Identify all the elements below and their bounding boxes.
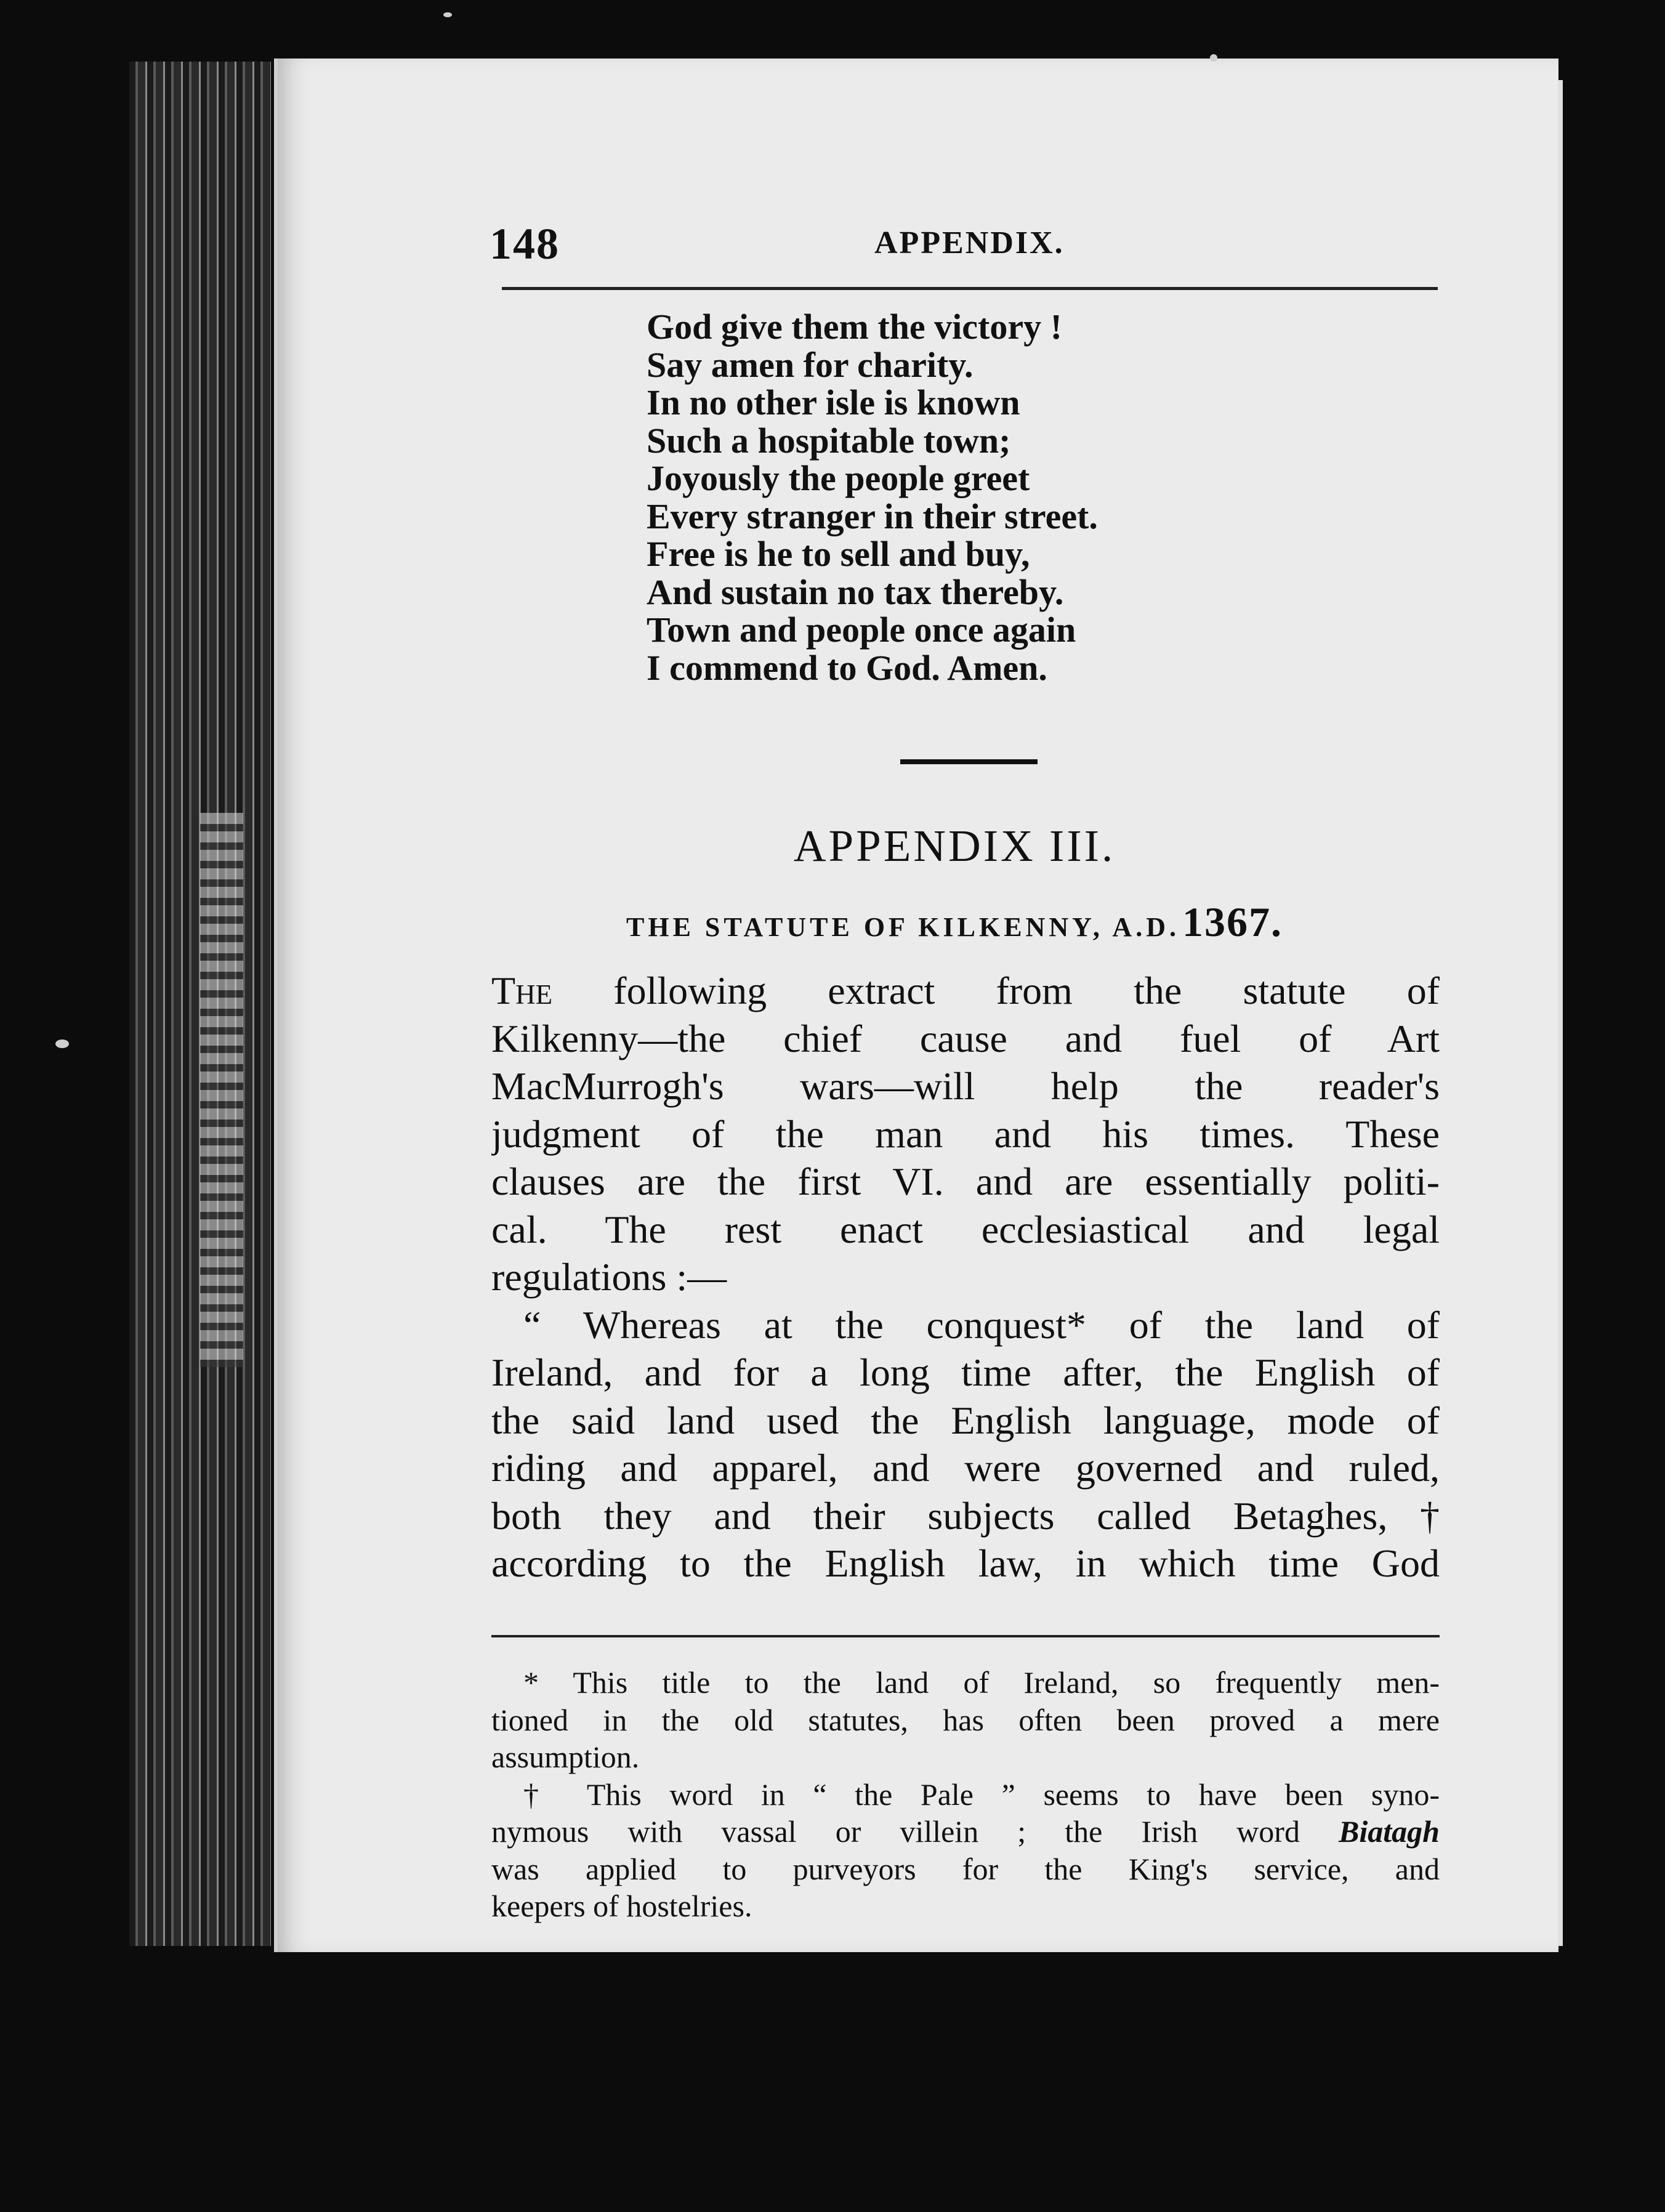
scan-speck: [1210, 54, 1217, 62]
running-title: APPENDIX.: [874, 225, 1065, 260]
page-number: 148: [490, 219, 560, 268]
footnote-line: † This word in “ the Pale ” seems to have been syno-: [523, 1777, 1440, 1812]
header-rule: [502, 287, 1438, 290]
body-line: MacMurrogh's wars—will help the reader's: [491, 1064, 1440, 1108]
poem: [647, 308, 1201, 687]
footnote-line: was applied to purveyors for the King's service, and: [491, 1851, 1440, 1886]
poem-line: In no other isle is known: [647, 382, 1020, 422]
library-edge-stamp: [200, 813, 243, 1367]
body-line: “ Whereas at the conquest* of the land of: [523, 1302, 1440, 1347]
poem-line: Such a hospitable town;: [647, 420, 1011, 461]
body-first-word: The: [491, 969, 553, 1012]
body-line: Ireland, and for a long time after, the English of: [491, 1350, 1440, 1394]
body-line: Kilkenny—the chief cause and fuel of Art: [491, 1016, 1440, 1060]
poem-line: Free is he to sell and buy,: [647, 534, 1030, 574]
appendix-heading: APPENDIX III.: [793, 821, 1116, 871]
poem-line: Say amen for charity.: [647, 344, 974, 385]
body-line: judgment of the man and his times. These: [491, 1112, 1440, 1156]
statute-title-caps: THE STATUTE OF KILKENNY, A.D.: [626, 912, 1180, 942]
body-text: [491, 967, 1440, 1588]
scan-speck: [443, 12, 452, 17]
footnote-line-text: nymous with vassal or villein ; the Irish word: [491, 1814, 1339, 1849]
poem-line: Town and people once again: [647, 610, 1076, 650]
poem-line: I commend to God. Amen.: [647, 647, 1047, 688]
body-line: riding and apparel, and were governed and ruled,: [491, 1446, 1440, 1490]
body-line: clauses are the first VI. and are essentially politi-: [491, 1160, 1440, 1203]
footnote-line: tioned in the old statutes, has often been proved a mere: [491, 1702, 1440, 1737]
body-line: cal. The rest enact ecclesiastical and legal: [491, 1207, 1440, 1251]
footnote-line: [491, 1813, 1440, 1851]
facing-page-edge: [1558, 80, 1563, 1946]
poem-line: God give them the victory !: [647, 307, 1062, 347]
footnotes: [491, 1664, 1440, 1925]
footnote-italic-word: Biatagh: [1339, 1814, 1440, 1849]
footnote-line: assumption.: [491, 1740, 640, 1774]
poem-line: And sustain no tax thereby.: [647, 571, 1064, 612]
section-divider: [900, 759, 1038, 764]
body-line: regulations :—: [491, 1255, 727, 1299]
statute-title: [0, 898, 1665, 947]
body-line: according to the English law, in which time God: [491, 1541, 1440, 1585]
footnote-line: * This title to the land of Ireland, so frequently men-: [523, 1665, 1440, 1700]
body-line: both they and their subjects called Betaghes,†: [491, 1493, 1440, 1538]
body-line-text: following extract from the statute of: [552, 969, 1440, 1012]
scan-speck: [55, 1039, 69, 1048]
poem-line: Every stranger in their street.: [647, 496, 1098, 536]
body-line: the said land used the English language, mode of: [491, 1398, 1440, 1442]
body-line: [491, 967, 1440, 1015]
running-head: [490, 219, 1441, 274]
poem-line: Joyously the people greet: [647, 458, 1030, 498]
footnote-rule: [491, 1635, 1440, 1637]
statute-year: 1367.: [1182, 898, 1283, 945]
footnote-line: keepers of hostelries.: [491, 1889, 752, 1923]
